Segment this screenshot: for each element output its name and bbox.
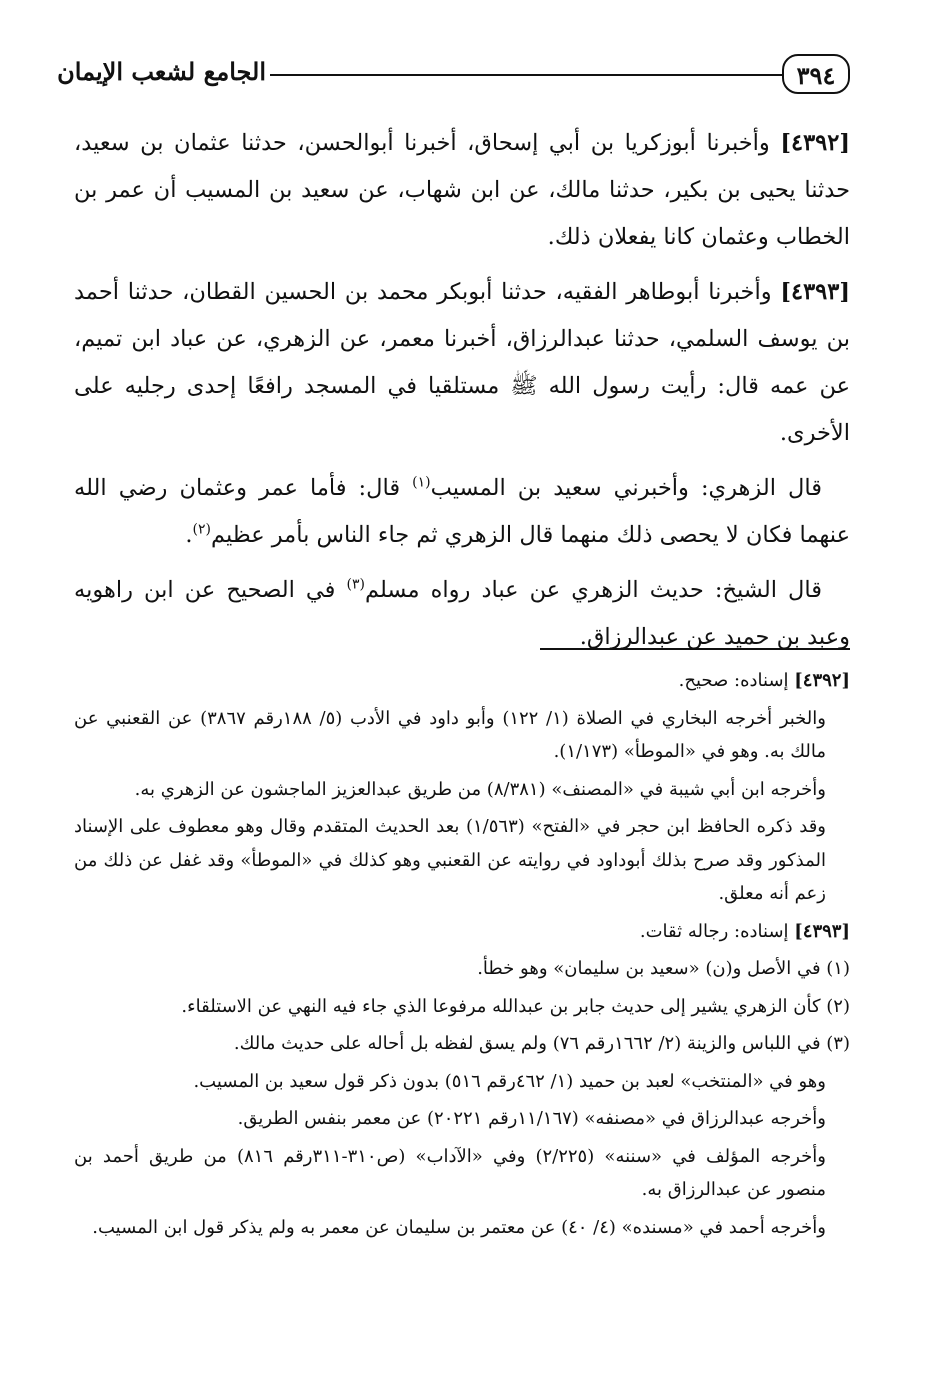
footnote-marker[interactable]: (١)	[412, 474, 431, 491]
footnote: وقد ذكره الحافظ ابن حجر في «الفتح» (١/٥٦٣) بعد الحديث المتقدم وقال وهو معطوف على الإسناد المذكور وقد صرح بذلك أبوداود في روايته عن القعنبي وهو كذلك في «الموطأ» وقد غفل عن ذلك من زعم أنه معلق.	[74, 816, 826, 904]
footnote: وأخرجه أحمد في «مسنده» (٤/ ٤٠) عن معتمر بن سليمان عن معمر به ولم يذكر قول ابن المسيب.	[92, 1216, 826, 1238]
footnote-hadith-number: [٤٣٩٣]	[794, 920, 850, 942]
footnote: وأخرجه عبدالرزاق في «مصنفه» (١١/١٦٧رقم ٢٠٢٢١) عن معمر بنفس الطريق.	[237, 1108, 826, 1129]
footnote-marker[interactable]: (٢)	[192, 521, 211, 538]
header-rule	[270, 74, 782, 76]
footnote	[74, 664, 850, 698]
commentary-paragraph	[74, 567, 850, 661]
footnote-marker[interactable]: (٣)	[346, 576, 365, 593]
footnotes	[74, 664, 850, 1248]
commentary-text: .	[185, 522, 193, 548]
main-text	[74, 120, 850, 669]
footnote	[74, 915, 850, 949]
hadith-text: وأخبرنا أبوزكريا بن أبي إسحاق، أخبرنا أبوالحسن، حدثنا عثمان بن سعيد، حدثنا يحيى بن بكير، حدثنا مالك، عن ابن شهاب، عن سعيد بن المسيب أن عمر بن الخطاب وعثمان كانا يفعلان ذلك.	[74, 130, 850, 250]
hadith-paragraph	[74, 120, 850, 261]
footnote-separator	[540, 648, 850, 650]
hadith-number: [٤٣٩٣]	[780, 279, 850, 305]
commentary-text: قال الزهري: وأخبرني سعيد بن المسيب	[430, 475, 822, 501]
commentary-text: قال الشيخ: حديث الزهري عن عباد رواه مسلم	[364, 577, 823, 603]
footnote: والخبر أخرجه البخاري في الصلاة (١/ ١٢٢) وأبو داود في الأدب (٥/ ١٨٨رقم ٣٨٦٧) عن القعنبي عن مالك به. وهو في «الموطأ» (١/١٧٣).	[74, 707, 826, 762]
commentary-text: قال: فأما عمر وعثمان رضي الله عنهما فكان لا يحصى ذلك منهما قال الزهري ثم جاء الناس بأمر عظيم	[74, 475, 850, 548]
hadith-text: وأخبرنا أبوطاهر الفقيه، حدثنا أبوبكر محمد بن الحسين القطان، حدثنا أحمد بن يوسف السلمي، حدثنا عبدالرزاق، أخبرنا معمر، عن الزهري، عن عباد ابن تميم، عن عمه قال: رأيت رسول الله ﷺ مستلقيا في المسجد رافعًا إحدى رجليه على الأخرى.	[74, 279, 850, 446]
footnote: وأخرجه ابن أبي شيبة في «المصنف» (٨/٣٨١) من طريق عبدالعزيز الماجشون عن الزهري به.	[134, 778, 826, 800]
footnote: (٢) كأن الزهري يشير إلى حديث جابر بن عبدالله مرفوعا الذي جاء فيه النهي عن الاستلقاء.	[181, 995, 850, 1017]
footnote-hadith-number: [٤٣٩٢]	[794, 670, 850, 691]
footnote: وهو في «المنتخب» لعبد بن حميد (١/ ٤٦٢رقم ٥١٦) بدون ذكر قول سعيد بن المسيب.	[193, 1070, 826, 1092]
footnote-text: إسناده: رجاله ثقات.	[639, 920, 795, 942]
page-header	[57, 50, 850, 102]
commentary-text: في الصحيح عن ابن راهويه وعبد بن حميد عن عبدالرزاق.	[74, 577, 850, 650]
commentary-paragraph	[74, 465, 850, 559]
footnote-text: إسناده: صحيح.	[678, 670, 795, 691]
page-number: ٣٩٤	[782, 54, 850, 94]
footnote: (١) في الأصل و(ن) «سعيد بن سليمان» وهو خطأ.	[477, 958, 850, 979]
hadith-number: [٤٣٩٢]	[780, 130, 850, 156]
book-title: الجامع لشعب الإيمان	[57, 57, 266, 86]
footnote: وأخرجه المؤلف في «سننه» (٢/٢٢٥) وفي «الآداب» (ص٣١٠-٣١١رقم ٨١٦) من طريق أحمد بن منصور عن عبدالرزاق به.	[74, 1145, 826, 1200]
hadith-paragraph	[74, 269, 850, 457]
footnote: (٣) في اللباس والزينة (٢/ ١٦٦٢رقم ٧٦) ولم يسق لفظه بل أحاله على حديث مالك.	[233, 1033, 850, 1054]
